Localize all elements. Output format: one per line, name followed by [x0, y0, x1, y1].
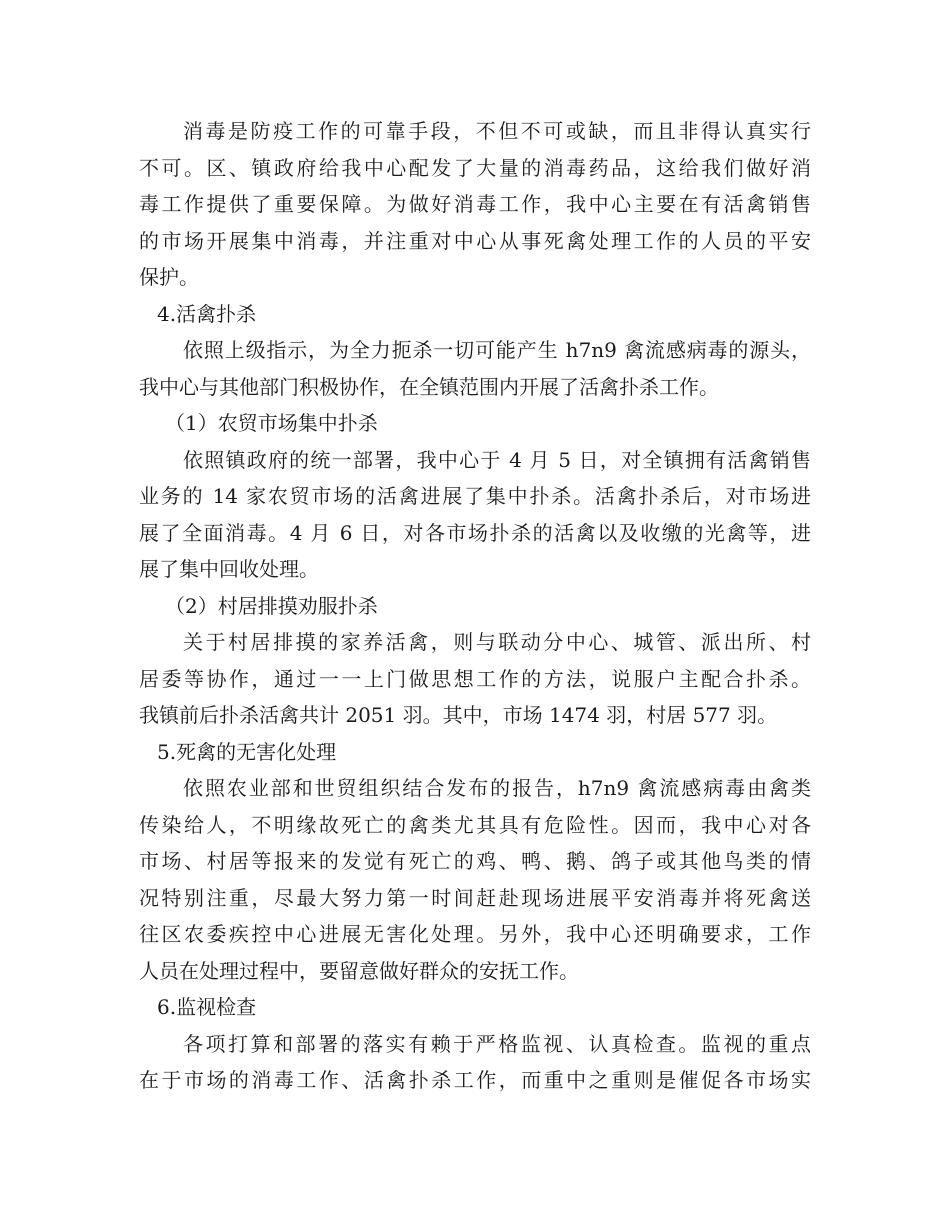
- text-line: 5.死禽的无害化处理: [157, 739, 337, 764]
- document-body: [139, 113, 811, 1099]
- text-line: 我镇前后扑杀活禽共计 2051 羽。其中，市场 1474 羽，村居 577 羽。: [139, 703, 778, 727]
- text-line: 往区农委疾控中心进展无害化处理。另外，我中心还明确要求，工作: [139, 922, 811, 946]
- text-line: 各项打算和部署的落实有赖于严格监视、认真检查。监视的重点: [183, 1031, 811, 1056]
- text-line: 毒工作提供了重要保障。为做好消毒工作，我中心主要在有活禽销售: [139, 192, 811, 216]
- text-line: 6.监视检查: [157, 995, 257, 1019]
- text-line: （1）农贸市场集中扑杀: [165, 411, 378, 435]
- text-line: 我中心与其他部门积极协作，在全镇范围内开展了活禽扑杀工作。: [139, 374, 719, 399]
- text-line: 不可。区、镇政府给我中心配发了大量的消毒药品，这给我们做好消: [139, 155, 811, 180]
- text-line: 传染给人，不明缘故死亡的禽类尤其具有危险性。因而，我中心对各: [139, 812, 811, 837]
- text-line: 4.活禽扑杀: [157, 301, 257, 326]
- text-line: （2）村居排摸劝服扑杀: [165, 593, 378, 618]
- text-line: 业务的 14 家农贸市场的活禽进展了集中扑杀。活禽扑杀后，对市场进: [139, 484, 811, 508]
- text-line: 展了集中回收处理。: [139, 557, 319, 581]
- text-line: 市场、村居等报来的发觉有死亡的鸡、鸭、鹅、鸽子或其他鸟类的情: [139, 849, 811, 873]
- text-line: 况特别注重，尽最大努力第一时间赶赴现场进展平安消毒并将死禽送: [139, 885, 811, 910]
- text-line: 的市场开展集中消毒，并注重对中心从事死禽处理工作的人员的平安: [139, 228, 811, 253]
- text-line: 关于村居排摸的家养活禽，则与联动分中心、城管、派出所、村: [183, 630, 811, 654]
- text-line: 消毒是防疫工作的可靠手段，不但不可或缺，而且非得认真实行: [183, 119, 811, 143]
- text-line: 人员在处理过程中，要留意做好群众的安抚工作。: [139, 958, 579, 983]
- text-line: 依照上级指示，为全力扼杀一切可能产生 h7n9 禽流感病毒的源头，: [183, 338, 811, 362]
- text-line: 保护。: [139, 265, 199, 289]
- text-line: 展了全面消毒。4 月 6 日，对各市场扑杀的活禽以及收缴的光禽等，进: [139, 520, 811, 545]
- text-line: 居委等协作，通过一一上门做思想工作的方法，说服户主配合扑杀。: [139, 666, 811, 691]
- text-line: 依照镇政府的统一部署，我中心于 4 月 5 日，对全镇拥有活禽销售: [183, 447, 811, 472]
- text-line: 在于市场的消毒工作、活禽扑杀工作，而重中之重则是催促各市场实: [139, 1068, 811, 1092]
- text-line: 依照农业部和世贸组织结合发布的报告，h7n9 禽流感病毒由禽类: [183, 776, 811, 800]
